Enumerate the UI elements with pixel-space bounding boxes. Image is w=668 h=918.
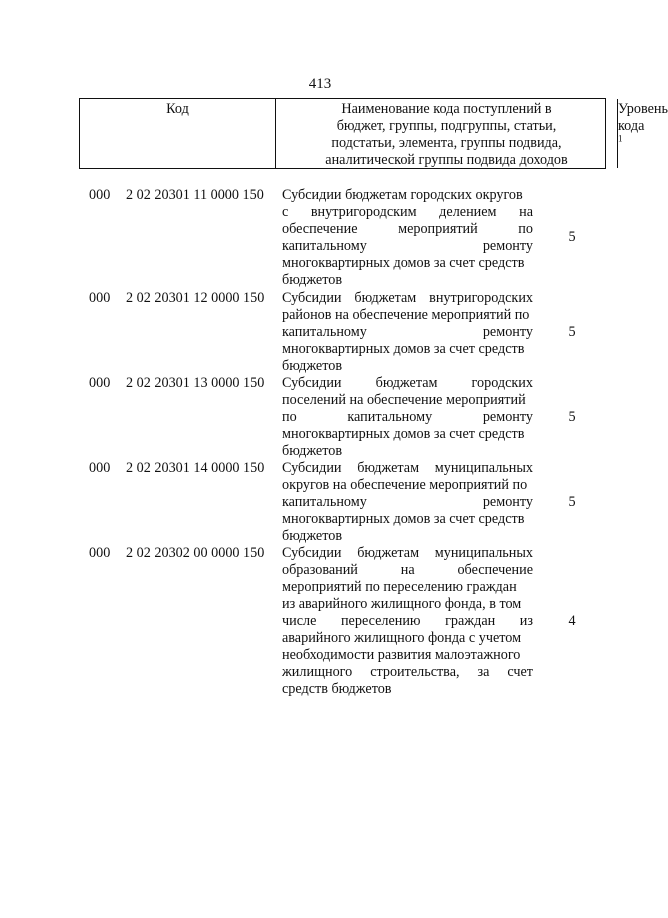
header-level-label: кода bbox=[618, 118, 645, 134]
description-line: обеспечение мероприятий по bbox=[282, 221, 533, 237]
header-code-label: Код bbox=[166, 101, 189, 117]
row-description bbox=[282, 460, 533, 545]
admin-code: 000 bbox=[89, 290, 111, 306]
header-name-line: аналитической группы подвида доходов bbox=[325, 152, 568, 168]
header-name-line: подстатьи, элемента, группы подвида, bbox=[331, 135, 562, 151]
description-line: Субсидии бюджетам муниципальных bbox=[282, 460, 533, 476]
description-line: районов на обеспечение мероприятий по bbox=[282, 307, 530, 323]
description-line: Субсидии бюджетам муниципальных bbox=[282, 545, 533, 561]
description-line: многоквартирных домов за счет средств bbox=[282, 255, 525, 271]
admin-code: 000 bbox=[89, 375, 111, 391]
table-header: Код Наименование кода поступлений в бюджет, группы, подгруппы, статьи, подстатьи, элемента, группы подвида, аналитической группы подвида доходов Уровень кода $^1$ bbox=[79, 98, 606, 169]
income-code: 2 02 20302 00 0000 150 bbox=[126, 545, 265, 561]
description-line: капитальному ремонту bbox=[282, 494, 533, 510]
admin-code: 000 bbox=[89, 545, 111, 561]
description-line: числе переселению граждан из bbox=[282, 613, 533, 629]
description-line: капитальному ремонту bbox=[282, 324, 533, 340]
header-code-cell bbox=[80, 99, 276, 168]
row-description bbox=[282, 375, 533, 460]
header-name-cell bbox=[276, 99, 618, 168]
description-line: бюджетов bbox=[282, 272, 343, 288]
description-line: бюджетов bbox=[282, 528, 343, 544]
level-value: 5 bbox=[568, 409, 576, 425]
page-number: 413 bbox=[308, 76, 332, 92]
description-line: округов на обеспечение мероприятий по bbox=[282, 477, 528, 493]
description-line: с внутригородским делением на bbox=[282, 204, 533, 220]
header-name-line: Наименование кода поступлений в bbox=[341, 101, 552, 117]
description-line: Субсидии бюджетам городских bbox=[282, 375, 533, 391]
description-line: Субсидии бюджетам внутригородских bbox=[282, 290, 533, 306]
income-code: 2 02 20301 13 0000 150 bbox=[126, 375, 265, 391]
description-line: аварийного жилищного фонда с учетом bbox=[282, 630, 522, 646]
row-description bbox=[282, 290, 533, 375]
description-line: многоквартирных домов за счет средств bbox=[282, 511, 525, 527]
income-code: 2 02 20301 14 0000 150 bbox=[126, 460, 265, 476]
description-line: необходимости развития малоэтажного bbox=[282, 647, 521, 663]
level-value: 5 bbox=[568, 324, 576, 340]
admin-code: 000 bbox=[89, 460, 111, 476]
description-line: бюджетов bbox=[282, 443, 343, 459]
header-level-footnote: 1 bbox=[618, 133, 623, 144]
row-description bbox=[282, 187, 533, 289]
level-value: 5 bbox=[568, 229, 576, 245]
description-line: многоквартирных домов за счет средств bbox=[282, 341, 525, 357]
income-code: 2 02 20301 12 0000 150 bbox=[126, 290, 265, 306]
description-line: по капитальному ремонту bbox=[282, 409, 533, 425]
admin-code: 000 bbox=[89, 187, 111, 203]
description-line: жилищного строительства, за счет bbox=[282, 664, 533, 680]
description-line: образований на обеспечение bbox=[282, 562, 533, 578]
level-value: 5 bbox=[568, 494, 576, 510]
income-code: 2 02 20301 11 0000 150 bbox=[126, 187, 264, 203]
description-line: многоквартирных домов за счет средств bbox=[282, 426, 525, 442]
description-line: капитальному ремонту bbox=[282, 238, 533, 254]
description-line: из аварийного жилищного фонда, в том bbox=[282, 596, 522, 612]
header-name-line: бюджет, группы, подгруппы, статьи, bbox=[336, 118, 557, 134]
description-line: средств бюджетов bbox=[282, 681, 392, 697]
description-line: поселений на обеспечение мероприятий bbox=[282, 392, 526, 408]
description-line: мероприятий по переселению граждан bbox=[282, 579, 517, 595]
description-line: бюджетов bbox=[282, 358, 343, 374]
level-value: 4 bbox=[568, 613, 576, 629]
description-line: Субсидии бюджетам городских округов bbox=[282, 187, 523, 203]
row-description bbox=[282, 545, 533, 698]
